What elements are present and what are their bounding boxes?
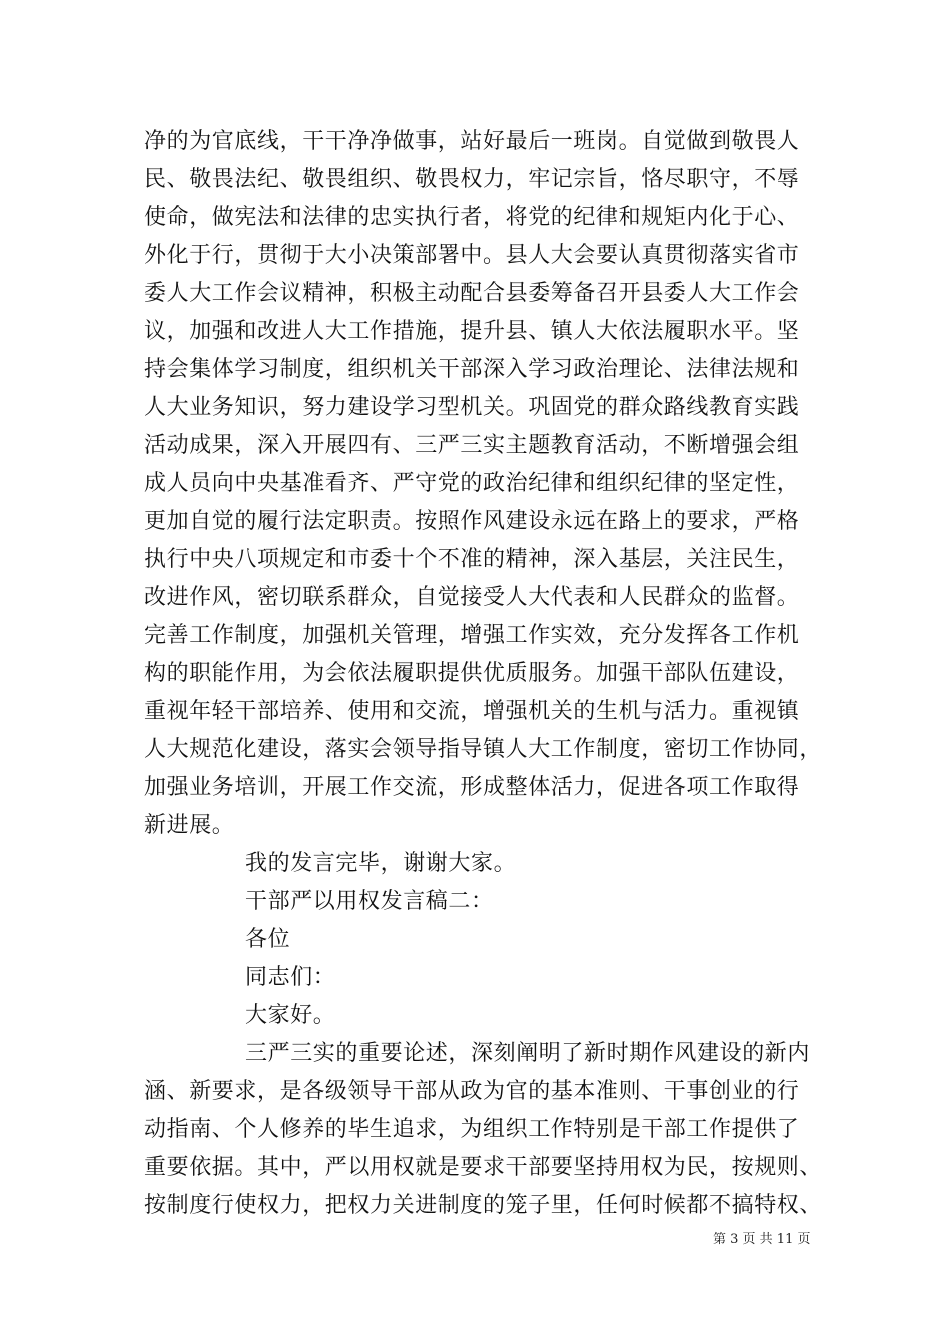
paragraph-line: 使命，做宪法和法律的忠实执行者，将党的纪律和规矩内化于心、 — [144, 205, 800, 230]
salutation: 同志们： — [245, 965, 336, 990]
paragraph-line: 人大业务知识，努力建设学习型机关。巩固党的群众路线教育实践 — [144, 395, 800, 420]
paragraph-line: 委人大工作会议精神，积极主动配合县委筹备召开县委人大工作会 — [144, 281, 800, 306]
paragraph-line: 涵、新要求，是各级领导干部从政为官的基本准则、干事创业的行 — [144, 1079, 800, 1104]
paragraph-line: 改进作风，密切联系群众，自觉接受人大代表和人民群众的监督。 — [144, 585, 800, 610]
paragraph-line: 民、敬畏法纪、敬畏组织、敬畏权力，牢记宗旨，恪尽职守，不辱 — [144, 167, 800, 192]
paragraph-line: 完善工作制度，加强机关管理，增强工作实效，充分发挥各工作机 — [144, 623, 800, 648]
page-number: 第 3 页 共 11 页 — [713, 1232, 811, 1247]
paragraph-line: 三严三实的重要论述，深刻阐明了新时期作风建设的新内 — [245, 1041, 811, 1066]
greeting: 大家好。 — [245, 1003, 336, 1028]
paragraph-line: 加强业务培训，开展工作交流，形成整体活力，促进各项工作取得 — [144, 775, 800, 800]
speech-heading: 干部严以用权发言稿二： — [245, 889, 494, 914]
paragraph-line: 重要依据。其中，严以用权就是要求干部要坚持用权为民，按规则、 — [144, 1155, 823, 1180]
paragraph-line: 新进展。 — [144, 813, 235, 838]
paragraph-line: 持会集体学习制度，组织机关干部深入学习政治理论、法律法规和 — [144, 357, 800, 382]
paragraph-line: 成人员向中央基准看齐、严守党的政治纪律和组织纪律的坚定性， — [144, 471, 800, 496]
paragraph-line: 净的为官底线，干干净净做事，站好最后一班岗。自觉做到敬畏人 — [144, 129, 800, 154]
paragraph-line: 重视年轻干部培养、使用和交流，增强机关的生机与活力。重视镇 — [144, 699, 800, 724]
paragraph-line: 活动成果，深入开展四有、三严三实主题教育活动，不断增强会组 — [144, 433, 800, 458]
closing-remark: 我的发言完毕，谢谢大家。 — [245, 851, 517, 876]
paragraph-line: 人大规范化建设，落实会领导指导镇人大工作制度，密切工作协同， — [144, 737, 823, 762]
paragraph-line: 构的职能作用，为会依法履职提供优质服务。加强干部队伍建设， — [144, 661, 800, 686]
paragraph-line: 外化于行，贯彻于大小决策部署中。县人大会要认真贯彻落实省市 — [144, 243, 800, 268]
paragraph-line: 动指南、个人修养的毕生追求，为组织工作特别是干部工作提供了 — [144, 1117, 800, 1142]
paragraph-line: 更加自觉的履行法定职责。按照作风建设永远在路上的要求，严格 — [144, 509, 800, 534]
paragraph-line: 议，加强和改进人大工作措施，提升县、镇人大依法履职水平。坚 — [144, 319, 800, 344]
paragraph-line: 执行中央八项规定和市委十个不准的精神，深入基层，关注民生， — [144, 547, 800, 572]
salutation: 各位 — [245, 927, 291, 952]
paragraph-line: 按制度行使权力，把权力关进制度的笼子里，任何时候都不搞特权、 — [144, 1193, 823, 1218]
